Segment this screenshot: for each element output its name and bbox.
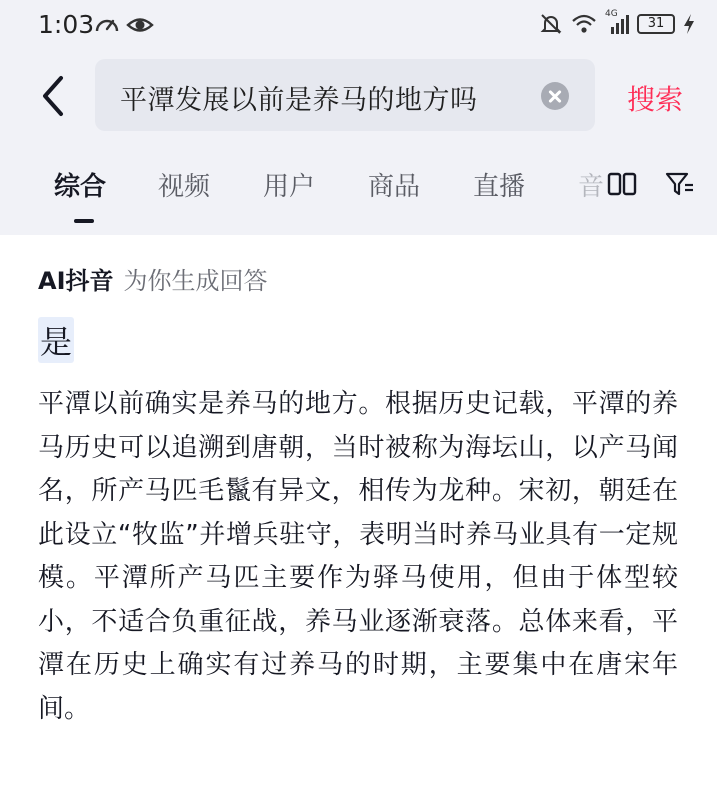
clear-search-button[interactable] bbox=[541, 82, 569, 110]
gauge-icon bbox=[94, 13, 120, 37]
ai-brand-label: AI抖音 bbox=[38, 267, 114, 295]
tab-videos[interactable]: 视频 bbox=[158, 172, 211, 202]
search-query[interactable]: 平潭发展以前是养马的地方吗 bbox=[120, 85, 478, 116]
wifi-icon bbox=[571, 13, 597, 35]
tab-live[interactable]: 直播 bbox=[473, 172, 526, 202]
tab-products[interactable]: 商品 bbox=[368, 172, 421, 202]
search-input[interactable] bbox=[95, 59, 595, 131]
back-button[interactable] bbox=[34, 72, 74, 120]
short-answer: 是 bbox=[38, 317, 74, 363]
tab-music-clipped[interactable]: 音 bbox=[578, 172, 605, 202]
active-tab-indicator bbox=[74, 219, 94, 223]
bell-mute-icon bbox=[539, 12, 563, 36]
answer-body-text: 平潭以前确实是养马的地方。根据历史记载，平潭的养马历史可以追溯到唐朝，当时被称为海坛山，以产马闻名，所产马匹毛鬣有异文，相传为龙种。宋初，朝廷在此设立“牧监”并增兵驻守，表明当时养马业具有一定规模。平潭所产马匹主要作为驿马使用，但由于体型较小，不适合负重征战，养马业逐渐衰落。总体来看，平潭在历史上确实有过养马的时期，主要集中在唐宋年间。 bbox=[38, 389, 678, 724]
battery-indicator: 31 bbox=[637, 14, 675, 34]
tab-users[interactable]: 用户 bbox=[263, 172, 316, 202]
status-left-icons bbox=[94, 13, 154, 37]
eye-icon bbox=[126, 13, 154, 37]
search-header bbox=[0, 52, 717, 147]
ai-answer-header bbox=[38, 261, 268, 296]
status-bar bbox=[0, 0, 717, 52]
search-button[interactable]: 搜索 bbox=[627, 83, 684, 116]
filter-icon[interactable] bbox=[665, 171, 695, 201]
ai-subtitle: 为你生成回答 bbox=[123, 267, 268, 295]
dual-column-icon[interactable] bbox=[607, 171, 637, 201]
lightning-icon bbox=[683, 13, 695, 35]
chevron-left-icon bbox=[34, 72, 74, 120]
ai-answer-card bbox=[0, 235, 717, 800]
status-time: 1:03 bbox=[38, 10, 95, 39]
status-right-icons bbox=[539, 9, 695, 36]
signal-icon bbox=[605, 9, 629, 35]
result-tabs bbox=[0, 147, 717, 235]
network-type: 4G bbox=[605, 9, 618, 19]
tab-comprehensive[interactable]: 综合 bbox=[54, 172, 107, 202]
